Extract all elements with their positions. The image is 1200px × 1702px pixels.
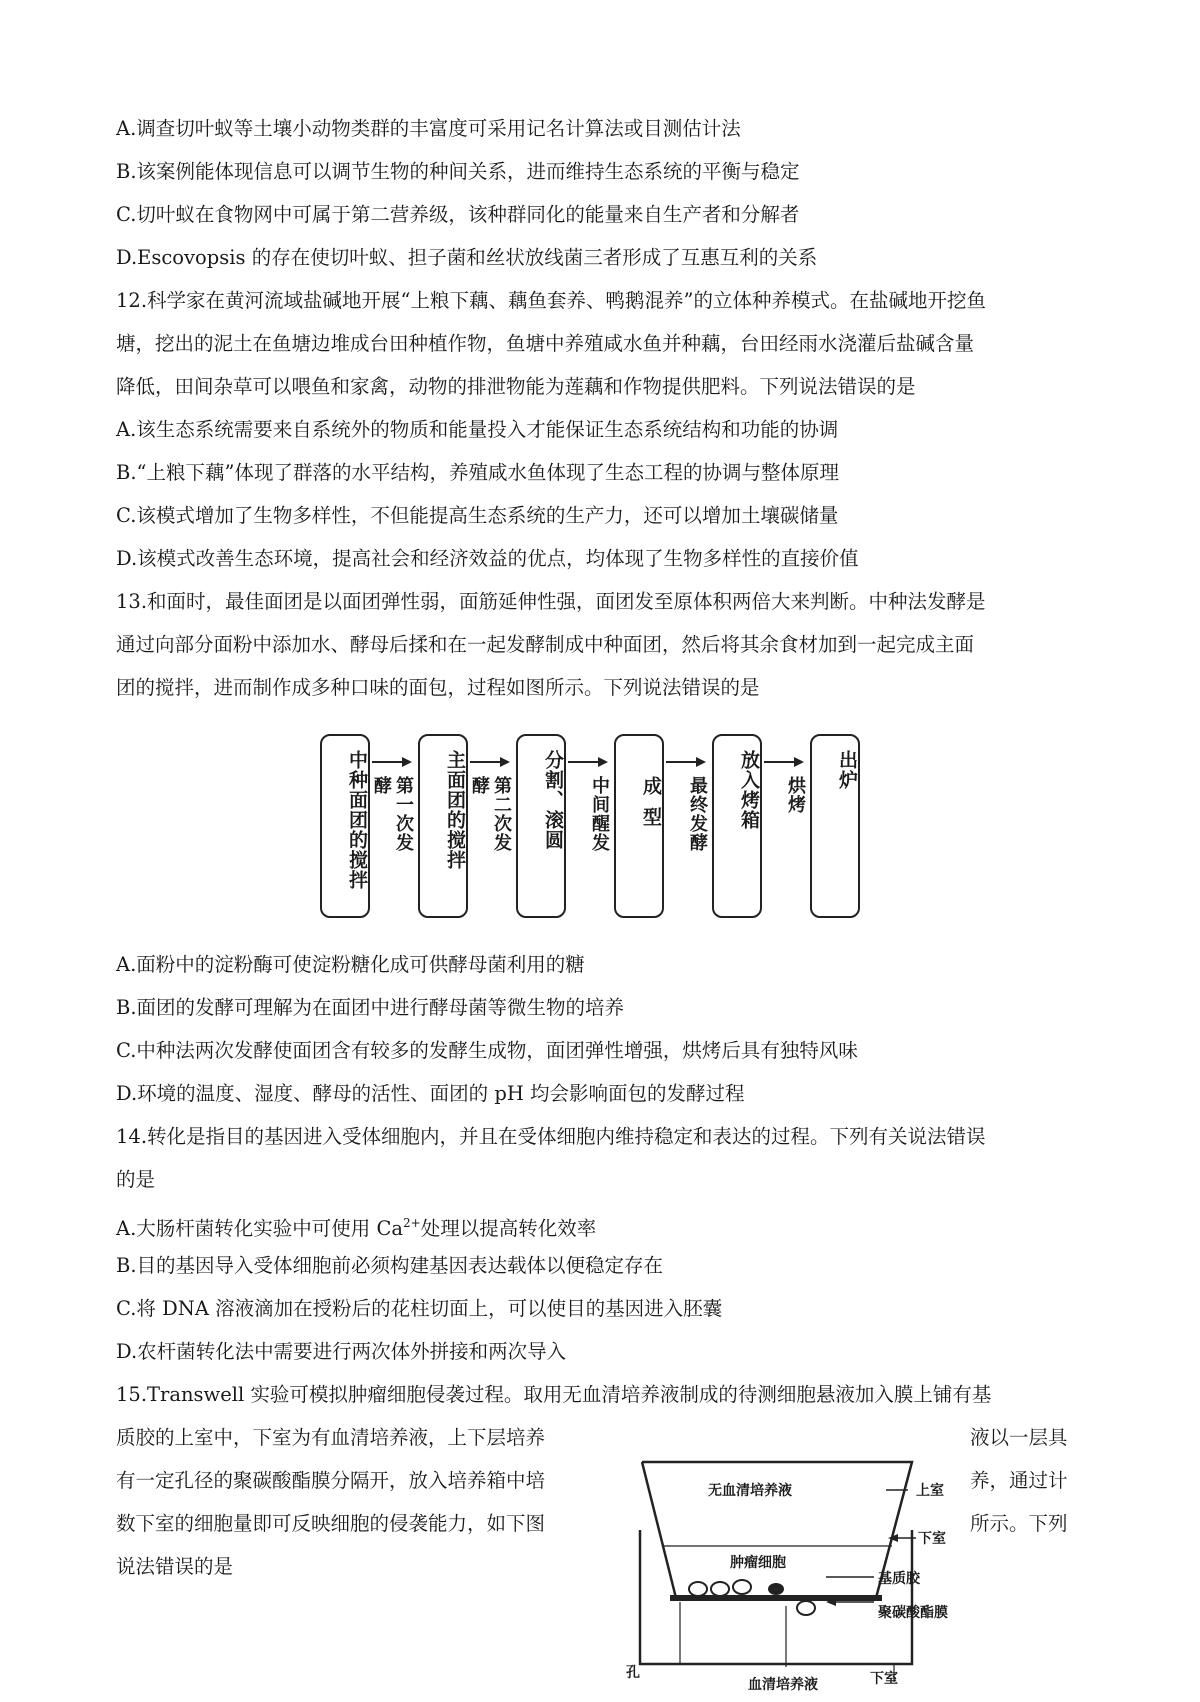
- q12-option-c: C.该模式增加了生物多样性，不但能提高生态系统的生产力，还可以增加土壤碳储量: [116, 504, 839, 527]
- q14-option-a-sup: 2+: [403, 1216, 421, 1230]
- arrow-right-icon: [664, 754, 708, 774]
- q14-option-a: [116, 1210, 596, 1242]
- q13-option-c: C.中种法两次发酵使面团含有较多的发酵生成物，面团弹性增强，烘烤后具有独特风味: [116, 1039, 858, 1062]
- q15-stem-line-3-left: 有一定孔径的聚碳酸酯膜分隔开，放入培养箱中培: [116, 1469, 546, 1492]
- flow-box-6-label: 出炉: [836, 750, 858, 790]
- q15-stem-line-5: 说法错误的是: [116, 1555, 234, 1578]
- q14-option-a-pre: A.大肠杆菌转化实验中可使用 Ca: [116, 1217, 404, 1240]
- flow-box-3-label: 分割、滚圆: [542, 750, 564, 850]
- q14-option-b: B.目的基因导入受体细胞前必须构建基因表达载体以便稳定存在: [116, 1254, 664, 1277]
- label-tumor-cells: 肿瘤细胞: [730, 1555, 786, 1571]
- flow-box-4-label: 成型: [640, 776, 662, 838]
- flow-arrow-2: [468, 754, 512, 864]
- q12-stem-line-2: 塘，挖出的泥土在鱼塘边堆成台田种植作物，鱼塘中养殖咸水鱼并种藕，台田经雨水浇灌后盐碱含量: [116, 332, 975, 355]
- q11-option-b: B.该案例能体现信息可以调节生物的种间关系，进而维持生态系统的平衡与稳定: [116, 160, 800, 183]
- label-serum-medium: 血清培养液: [748, 1677, 818, 1693]
- q12-option-b: B.“上粮下藕”体现了群落的水平结构，养殖咸水鱼体现了生态工程的协调与整体原理: [116, 461, 839, 484]
- q15-stem-line-1: 15.Transwell 实验可模拟肿瘤细胞侵袭过程。取用无血清培养液制成的待测细胞悬液加入膜上铺有基: [116, 1383, 992, 1406]
- q14-option-d: D.农杆菌转化法中需要进行两次体外拼接和两次导入: [116, 1340, 567, 1363]
- q15-stem-line-4-left: 数下室的细胞量即可反映细胞的侵袭能力，如下图: [116, 1512, 546, 1535]
- flow-box-5-label: 放入烤箱: [738, 750, 760, 830]
- q14-option-c: C.将 DNA 溶液滴加在授粉后的花柱切面上，可以使目的基因进入胚囊: [116, 1297, 723, 1320]
- flow-arrow-2-label: 第二次发酵: [469, 776, 512, 852]
- bread-process-flowchart: [316, 714, 876, 934]
- flow-arrow-4: [664, 754, 708, 864]
- flow-box-1: [320, 734, 370, 918]
- flow-arrow-5: [762, 754, 806, 864]
- arrow-right-icon: [566, 754, 610, 774]
- label-upper-chamber: 上室: [916, 1483, 944, 1499]
- flow-arrow-4-label: 最终发酵: [687, 776, 708, 852]
- q11-option-a: A.调查切叶蚁等土壤小动物类群的丰富度可采用记名计算法或目测估计法: [116, 117, 741, 140]
- q13-stem-line-2: 通过向部分面粉中添加水、酵母后揉和在一起发酵制成中种面团，然后将其余食材加到一起完成主面: [116, 633, 975, 656]
- q13-option-a: A.面粉中的淀粉酶可使淀粉糖化成可供酵母菌利用的糖: [116, 953, 585, 976]
- q13-option-d: D.环境的温度、湿度、酵母的活性、面团的 pH 均会影响面包的发酵过程: [116, 1082, 745, 1105]
- q13-option-b: B.面团的发酵可理解为在面团中进行酵母菌等微生物的培养: [116, 996, 625, 1019]
- label-matrix-gel: 基质胶: [878, 1571, 920, 1587]
- q12-option-a: A.该生态系统需要来自系统外的物质和能量投入才能保证生态系统结构和功能的协调: [116, 418, 839, 441]
- arrow-right-icon: [762, 754, 806, 774]
- q14-option-a-post: 处理以提高转化效率: [420, 1217, 597, 1240]
- arrow-right-icon: [370, 754, 414, 774]
- flow-box-5: [712, 734, 762, 918]
- flow-box-6: [810, 734, 860, 918]
- q15-stem-line-2-right: 液以一层具: [970, 1426, 1068, 1449]
- flow-box-2-label: 主面团的搅拌: [444, 750, 466, 870]
- label-membrane: 聚碳酸酯膜: [878, 1605, 948, 1621]
- transwell-diagram: [626, 1442, 966, 1698]
- flow-arrow-3-label: 中间醒发: [589, 776, 610, 852]
- q15-stem-line-3-right: 养，通过计: [970, 1469, 1068, 1492]
- q12-stem-line-1: 12.科学家在黄河流域盐碱地开展“上粮下藕、藕鱼套养、鸭鹅混养”的立体种养模式。在盐碱地开挖鱼: [116, 289, 986, 312]
- flow-arrow-1: [370, 754, 414, 864]
- q12-stem-line-3: 降低，田间杂草可以喂鱼和家禽，动物的排泄物能为莲藕和作物提供肥料。下列说法错误的是: [116, 375, 916, 398]
- arrow-right-icon: [468, 754, 512, 774]
- q12-option-d: D.该模式改善生态环境，提高社会和经济效益的优点，均体现了生物多样性的直接价值: [116, 547, 859, 570]
- q11-option-d: D.Escovopsis 的存在使切叶蚁、担子菌和丝状放线菌三者形成了互惠互利的关系: [116, 246, 818, 269]
- flow-box-1-label: 中种面团的搅拌: [346, 750, 368, 890]
- label-lower-chamber: 下室: [918, 1531, 946, 1547]
- label-upper-medium: 无血清培养液: [708, 1483, 792, 1499]
- q14-stem-line-1: 14.转化是指目的基因进入受体细胞内，并且在受体细胞内维持稳定和表达的过程。下列有关说法错误: [116, 1125, 986, 1148]
- flow-arrow-3: [566, 754, 610, 864]
- q15-stem-line-2-left: 质胶的上室中，下室为有血清培养液，上下层培养: [116, 1426, 546, 1449]
- q15-stem-line-4-right: 所示。下列: [970, 1512, 1068, 1535]
- flow-box-4: [614, 734, 664, 918]
- flow-arrow-5-label: 烘烤: [785, 776, 806, 814]
- flow-box-3: [516, 734, 566, 918]
- label-lower-chamber-2: 下室: [870, 1671, 898, 1687]
- flow-box-2: [418, 734, 468, 918]
- q11-option-c: C.切叶蚁在食物网中可属于第二营养级，该种群同化的能量来自生产者和分解者: [116, 203, 800, 226]
- label-pore: 孔: [626, 1665, 640, 1681]
- q14-stem-line-2: 的是: [116, 1168, 156, 1191]
- flow-arrow-1-label: 第一次发酵: [371, 776, 414, 852]
- q13-stem-line-3: 团的搅拌，进而制作成多种口味的面包，过程如图所示。下列说法错误的是: [116, 676, 760, 699]
- q13-stem-line-1: 13.和面时，最佳面团是以面团弹性弱，面筋延伸性强，面团发至原体积两倍大来判断。中种法发酵是: [116, 590, 986, 613]
